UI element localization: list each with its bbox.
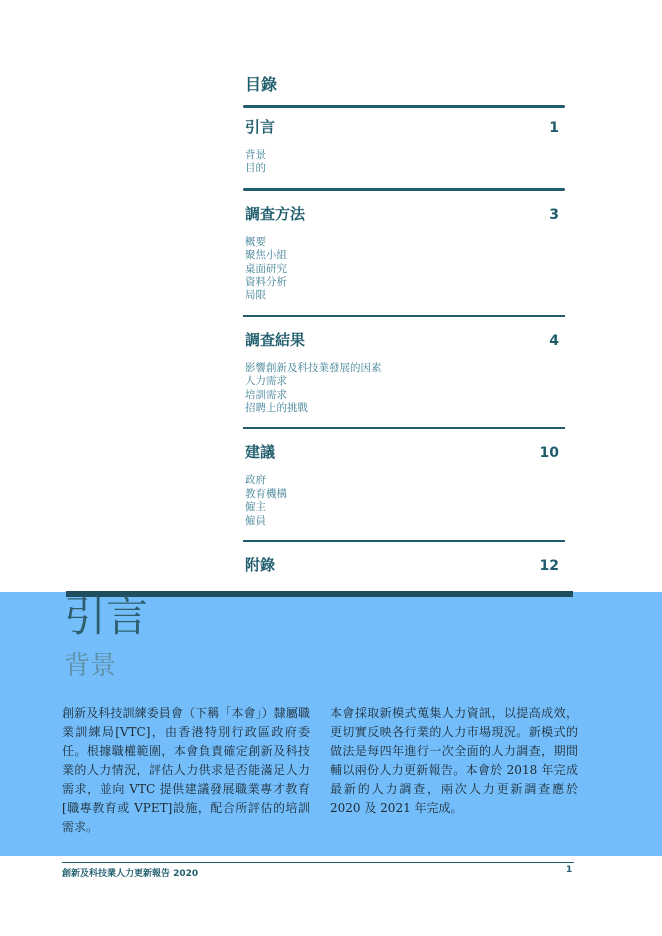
toc-section-page: 1	[549, 120, 559, 136]
toc-title: 目錄	[245, 75, 278, 94]
toc-section-title: 建議	[245, 443, 276, 462]
toc-item[interactable]: 政府	[245, 474, 266, 487]
toc-item[interactable]: 招聘上的挑戰	[245, 402, 308, 415]
toc-section-appendix[interactable]	[243, 542, 565, 587]
toc-item[interactable]: 人力需求	[245, 375, 287, 388]
toc-item[interactable]: 桌面研究	[245, 262, 287, 275]
toc-section-title: 調查結果	[245, 330, 306, 349]
footer-page-number: 1	[566, 865, 573, 875]
table-of-contents	[243, 72, 565, 587]
toc-item[interactable]: 聚焦小組	[245, 249, 287, 262]
toc-item[interactable]: 目的	[245, 162, 266, 175]
toc-item[interactable]: 局限	[245, 289, 266, 302]
background-subheading: 背景	[64, 651, 117, 681]
toc-section-page: 3	[549, 206, 559, 223]
toc-item[interactable]: 教育機構	[245, 487, 287, 500]
intro-paragraph-left: 創新及科技訓練委員會（下稱「本會」）隸屬職業訓練局[VTC]，由香港特別行政區政府委任。根據職權範圍，本會負責確定創新及科技業的人力情況，評估人力供求是否能滿足人力需求，並向 VTC 提供建議發展職業專才教育[職專教育或 VPET]設施，配合所評估的培訓需求。	[62, 706, 310, 834]
toc-item[interactable]: 背景	[245, 149, 266, 161]
intro-paragraph-right: 本會採取新模式蒐集人力資訊，以提高成效，更切實反映各行業的人力市場現況。新模式的做法是每四年進行一次全面的人力調查，期間輔以兩份人力更新報告。本會於 2018 年完成最新的人力調查，兩次人力更新調查應於 2020 及 2021 年完成。	[330, 706, 578, 815]
toc-item[interactable]: 培訓需求	[245, 388, 287, 401]
toc-item[interactable]: 概要	[245, 235, 266, 248]
toc-item[interactable]: 影響創新及科技業發展的因素	[245, 361, 382, 374]
toc-section-recommendations[interactable]	[243, 429, 565, 540]
toc-section-page: 12	[539, 558, 559, 575]
toc-item[interactable]: 僱員	[245, 514, 266, 527]
introduction-heading: 引言	[64, 592, 149, 641]
toc-section-methodology[interactable]	[243, 191, 565, 315]
toc-section-title: 調查方法	[245, 204, 306, 223]
toc-section-findings[interactable]	[243, 317, 565, 428]
toc-item[interactable]: 資料分析	[245, 276, 287, 289]
toc-section-page: 10	[539, 445, 559, 462]
toc-section-page: 4	[549, 332, 559, 349]
toc-item[interactable]: 僱主	[245, 501, 266, 514]
footer-report-title: 創新及科技業人力更新報告 2020	[62, 869, 199, 879]
toc-section-title: 附錄	[245, 556, 276, 575]
footer-divider	[62, 862, 574, 863]
toc-section-title: 引言	[245, 118, 276, 136]
toc-section-introduction[interactable]	[243, 108, 565, 188]
